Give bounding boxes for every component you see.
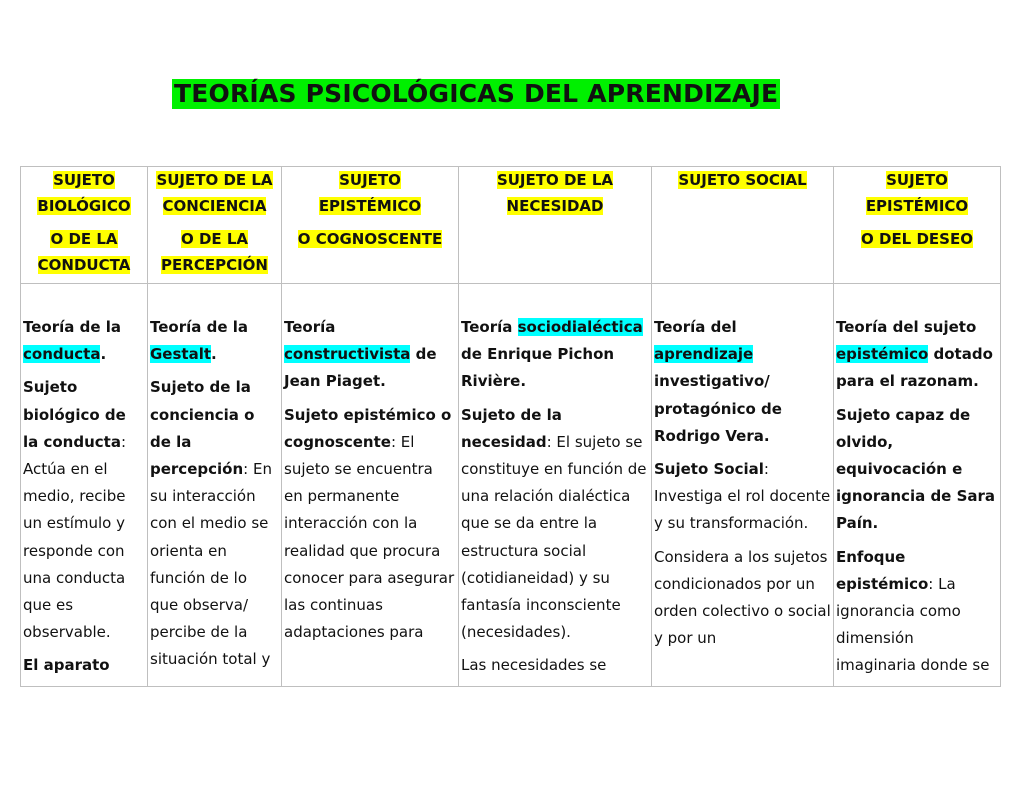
content-cell: Teoría del aprendizaje investigativo/ protagónico de Rodrigo Vera. Sujeto Social: Investiga el rol docente y su transformación. Considera a los sujetos condicionados por un orden colectivo o social y por un [652,284,834,687]
content-cell: Teoría de la Gestalt. Sujeto de la conciencia o de la percepción: En su interacción con el medio se orienta en función de lo que observa/ percibe de la situación total y [148,284,282,687]
header-row [21,167,1001,284]
content-cell: Teoría del sujeto epistémico dotado para el razonam. Sujeto capaz de olvido, equivocación e ignorancia de Sara Paín. Enfoque epistémico: La ignorancia como dimensión imaginaria donde se [834,284,1001,687]
header-cell: SUJETO BIOLÓGICO O DE LA CONDUCTA [21,167,148,284]
content-cell: Teoría sociodialéctica de Enrique Pichon Rivière. Sujeto de la necesidad: El sujeto se constituye en función de una relación dialéctica que se da entre la estructura social (cotidianeidad) y su fantasía inconsciente (necesidades). Las necesidades se [459,284,652,687]
header-cell: SUJETO DE LA NECESIDAD [459,167,652,284]
header-cell: SUJETO DE LA CONCIENCIA O DE LA PERCEPCIÓN [148,167,282,284]
theories-table [20,166,1001,687]
header-cell: SUJETO EPISTÉMICO O DEL DESEO [834,167,1001,284]
page-title: TEORÍAS PSICOLÓGICAS DEL APRENDIZAJE [174,79,779,108]
content-cell: Teoría constructivista de Jean Piaget. Sujeto epistémico o cognoscente: El sujeto se encuentra en permanente interacción con la realidad que procura conocer para asegurar las continuas adaptaciones para [282,284,459,687]
content-cell: Teoría de la conducta. Sujeto biológico de la conducta: Actúa en el medio, recibe un estímulo y responde con una conducta que es observable. El aparato [21,284,148,687]
header-cell: SUJETO SOCIAL [652,167,834,284]
content-row [21,284,1001,687]
header-cell: SUJETO EPISTÉMICO O COGNOSCENTE [282,167,459,284]
